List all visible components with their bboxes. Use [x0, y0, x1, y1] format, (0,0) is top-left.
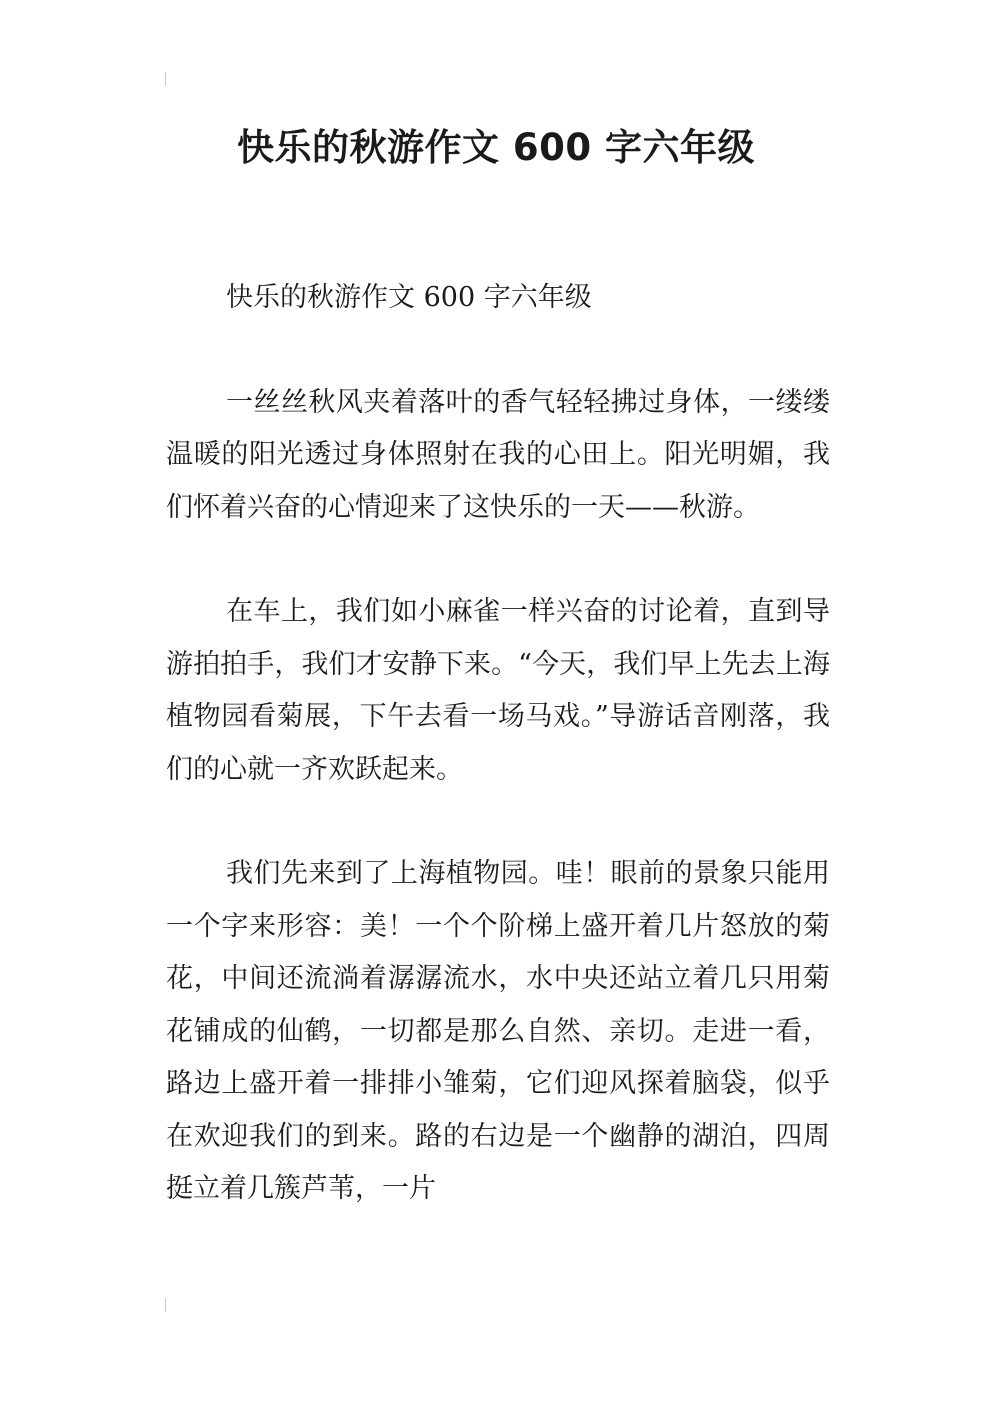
paragraph: 在车上，我们如小麻雀一样兴奋的讨论着，直到导游拍拍手，我们才安静下来。“今天，我们早上先去上海植物园看菊展，下午去看一场马戏。”导游话音刚落，我们的心就一齐欢跃起来。	[166, 596, 830, 785]
paragraph: 一丝丝秋风夹着落叶的香气轻轻拂过身体，一缕缕温暖的阳光透过身体照射在我的心田上。阳光明媚，我们怀着兴奋的心情迎来了这快乐的一天——秋游。	[166, 386, 830, 523]
document-subtitle: 快乐的秋游作文 600 字六年级	[226, 282, 592, 313]
paragraph: 我们先来到了上海植物园。哇！眼前的景象只能用一个字来形容：美！一个个阶梯上盛开着几片怒放的菊花，中间还流淌着潺潺流水，水中央还站立着几只用菊花铺成的仙鹤，一切都是那么自然、亲切。走进一看，路边上盛开着一排排小雏菊，它们迎风探着脑袋，似乎在欢迎我们的到来。路的右边是一个幽静的湖泊，四周挺立着几簇芦苇，一片	[166, 858, 830, 1204]
page-corner-mark	[165, 1298, 166, 1312]
page-title: 快乐的秋游作文 600 字六年级	[237, 126, 755, 169]
document-body	[166, 272, 830, 1216]
page-corner-mark	[165, 72, 166, 86]
